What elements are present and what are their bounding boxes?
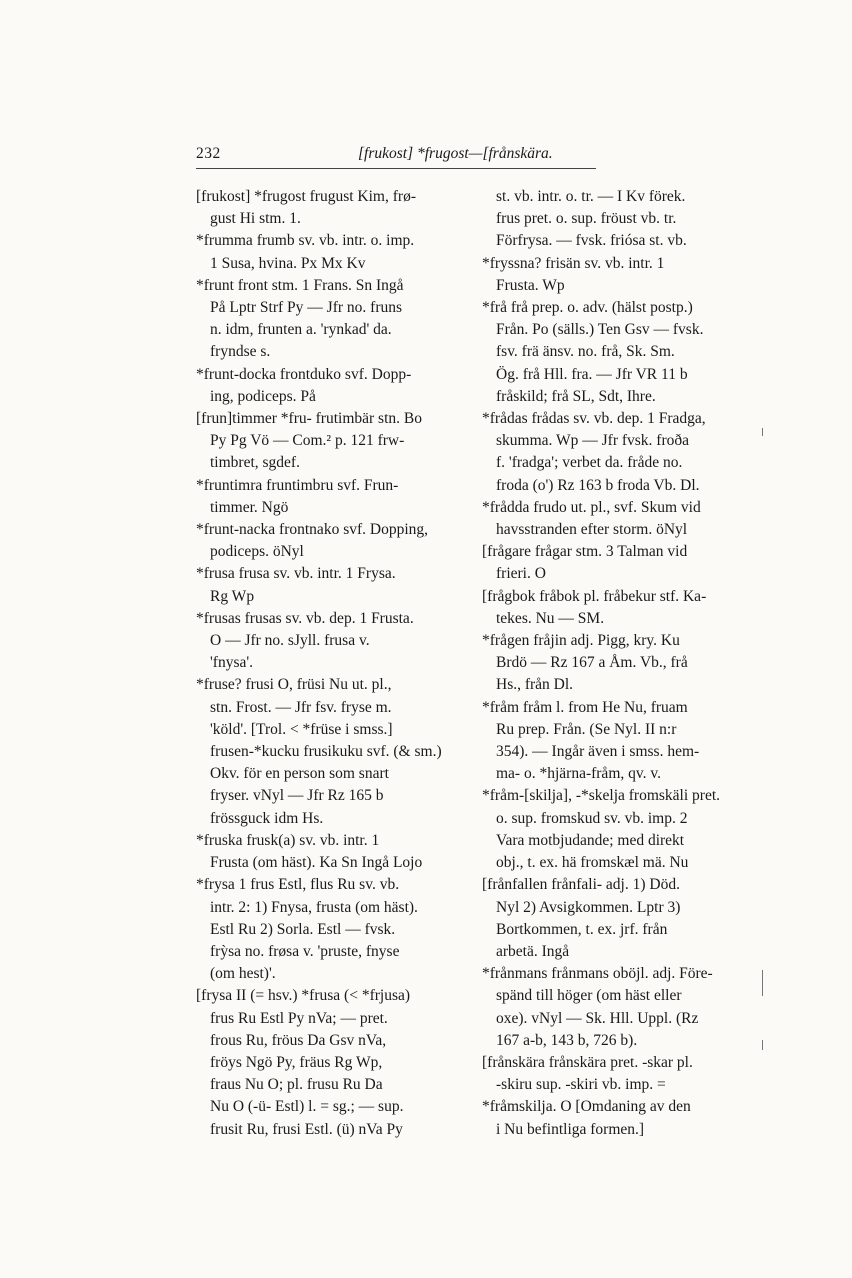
text-line: froda (o') Rz 163 b froda Vb. Dl. [496, 476, 700, 494]
margin-mark [762, 1040, 763, 1050]
text-line: 1 Susa, hvina. Px Mx Kv [210, 254, 366, 272]
text-line: fryndse s. [210, 343, 271, 361]
text-line: spänd till höger (om häst eller [496, 987, 682, 1005]
text-line: *frusa frusa sv. vb. intr. 1 Frysa. [196, 565, 396, 583]
text-line: f. 'fradga'; verbet da. fråde no. [496, 454, 683, 472]
margin-mark [762, 428, 763, 436]
text-line: frỳsa no. frøsa v. 'pruste, fnyse [210, 942, 400, 960]
text-line: fryser. vNyl — Jfr Rz 165 b [210, 787, 384, 805]
text-line: (om hest)'. [210, 965, 276, 983]
text-line: o. sup. fromskud sv. vb. imp. 2 [496, 809, 688, 827]
text-line: På Lptr Strf Py — Jfr no. fruns [210, 299, 403, 317]
text-line: ma- o. *hjärna-fråm, qv. v. [496, 765, 661, 783]
text-line: havsstranden efter storm. öNyl [496, 521, 688, 539]
text-line: *frådas frådas sv. vb. dep. 1 Fradga, [482, 410, 706, 428]
text-line: 354). — Ingår även i smss. hem- [496, 743, 700, 761]
text-line: Från. Po (sälls.) Ten Gsv — fvsk. [496, 321, 704, 339]
text-line: i Nu befintliga formen.] [496, 1120, 645, 1138]
text-line: -skiru sup. -skiri vb. imp. = [496, 1076, 666, 1094]
text-line: Frusta (om häst). Ka Sn Ingå Lojo [210, 854, 423, 872]
text-line: O — Jfr no. sJyll. frusa v. [210, 632, 370, 650]
text-line: fraus Nu O; pl. frusu Ru Da [210, 1076, 383, 1094]
text-line: st. vb. intr. o. tr. — I Kv förek. [496, 188, 686, 205]
text-line: fråskild; frå SL, Sdt, Ihre. [496, 387, 656, 405]
text-line: [frånfallen frånfali- adj. 1) Död. [482, 876, 680, 894]
text-line: Estl Ru 2) Sorla. Estl — fvsk. [210, 920, 396, 938]
text-line: *frådda frudo ut. pl., svf. Skum vid [482, 498, 701, 516]
header-rule [196, 168, 596, 169]
text-line: fröys Ngö Py, fräus Rg Wp, [210, 1053, 383, 1071]
text-line: Förfrysa. — fvsk. friósa st. vb. [496, 232, 687, 250]
text-line: *fråm fråm l. from He Nu, fruam [482, 698, 688, 716]
text-line: Bortkommen, t. ex. jrf. från [496, 920, 668, 938]
text-line: oxe). vNyl — Sk. Hll. Uppl. (Rz [496, 1009, 699, 1027]
text-line: timbret, sgdef. [210, 454, 300, 472]
text-line: frieri. O [496, 565, 546, 583]
text-line: *fruntimra fruntimbru svf. Frun- [196, 476, 399, 494]
text-line: *frumma frumb sv. vb. intr. o. imp. [196, 232, 415, 250]
text-line: [frågbok fråbok pl. fråbekur stf. Ka- [482, 587, 707, 605]
text-line: frus Ru Estl Py nVa; — pret. [210, 1009, 388, 1027]
text-line: stn. Frost. — Jfr fsv. fryse m. [210, 698, 392, 716]
text-line: timmer. Ngö [210, 498, 289, 516]
text-line: intr. 2: 1) Fnysa, frusta (om häst). [210, 898, 418, 916]
text-line: 'köld'. [Trol. < *früse i smss.] [210, 720, 393, 738]
text-line: *frysa 1 frus Estl, flus Ru sv. vb. [196, 876, 400, 894]
running-head [196, 145, 712, 169]
text-line: 'fnysa'. [210, 654, 254, 672]
text-line: gust Hi stm. 1. [210, 210, 301, 228]
text-line: Ög. frå Hll. fra. — Jfr VR 11 b [496, 365, 688, 383]
left-column [196, 186, 460, 1141]
text-line: frusit Ru, frusi Estl. (ü) nVa Py [210, 1120, 403, 1138]
running-title: [frukost] *frugost—[frånskära. [358, 145, 553, 162]
text-line: Nu O (-ü- Estl) l. = sg.; — sup. [210, 1098, 404, 1116]
text-line: Brdö — Rz 167 a Åm. Vb., frå [496, 654, 688, 672]
text-line: Vara motbjudande; med direkt [496, 831, 685, 849]
text-line: skumma. Wp — Jfr fvsk. froða [496, 432, 690, 450]
text-line: *fråmskilja. O [Omdaning av den [482, 1098, 691, 1116]
right-column [482, 186, 754, 1141]
page-number: 232 [196, 145, 221, 162]
text-line: frus pret. o. sup. fröust vb. tr. [496, 210, 677, 228]
text-line: *fruska frusk(a) sv. vb. intr. 1 [196, 831, 380, 849]
text-line: [frun]timmer *fru- frutimbär stn. Bo [196, 410, 422, 428]
text-line: *fråm-[skilja], -*skelja fromskäli pret. [482, 787, 721, 805]
text-line: *frusas frusas sv. vb. dep. 1 Frusta. [196, 609, 414, 627]
text-line: Py Pg Vö — Com.² p. 121 frw- [210, 432, 405, 450]
text-line: tekes. Nu — SM. [496, 609, 605, 627]
text-line: *frågen fråjin adj. Pigg, kry. Ku [482, 632, 680, 650]
text-line: *frunt-docka frontduko svf. Dopp- [196, 365, 412, 383]
text-line: Hs., från Dl. [496, 676, 574, 694]
text-line: 167 a-b, 143 b, 726 b). [496, 1031, 638, 1049]
text-line: Rg Wp [210, 587, 255, 605]
text-line: [frågare frågar stm. 3 Talman vid [482, 543, 688, 561]
text-line: frössguck idm Hs. [210, 809, 324, 827]
text-line: *frånmans frånmans oböjl. adj. Före- [482, 965, 713, 983]
margin-mark [762, 970, 763, 996]
text-line: *frunt front stm. 1 Frans. Sn Ingå [196, 276, 404, 294]
text-line: n. idm, frunten a. 'rynkad' da. [210, 321, 392, 339]
text-line: ing, podiceps. På [210, 387, 316, 405]
text-line: [frukost] *frugost frugust Kim, frø- [196, 188, 416, 205]
text-line: [frånskära frånskära pret. -skar pl. [482, 1053, 693, 1071]
text-line: Frusta. Wp [496, 276, 565, 294]
text-line: Nyl 2) Avsigkommen. Lptr 3) [496, 898, 681, 916]
text-line: Okv. för en person som snart [210, 765, 389, 783]
text-line: *frunt-nacka frontnako svf. Dopping, [196, 521, 429, 539]
text-line: *fruse? frusi O, früsi Nu ut. pl., [196, 676, 392, 694]
text-line: *frå frå prep. o. adv. (hälst postp.) [482, 299, 693, 317]
text-line: Ru prep. Från. (Se Nyl. II n:r [496, 720, 677, 738]
text-line: podiceps. öNyl [210, 543, 304, 561]
text-line: *fryssna? frisän sv. vb. intr. 1 [482, 254, 665, 272]
text-line: [frysa II (= hsv.) *frusa (< *frjusa) [196, 987, 411, 1005]
text-line: obj., t. ex. hä fromskæl mä. Nu [496, 854, 689, 872]
text-line: frusen-*kucku frusikuku svf. (& sm.) [210, 743, 442, 761]
text-line: frous Ru, fröus Da Gsv nVa, [210, 1031, 387, 1049]
text-line: fsv. frä änsv. no. frå, Sk. Sm. [496, 343, 675, 361]
text-line: arbetä. Ingå [496, 942, 570, 960]
